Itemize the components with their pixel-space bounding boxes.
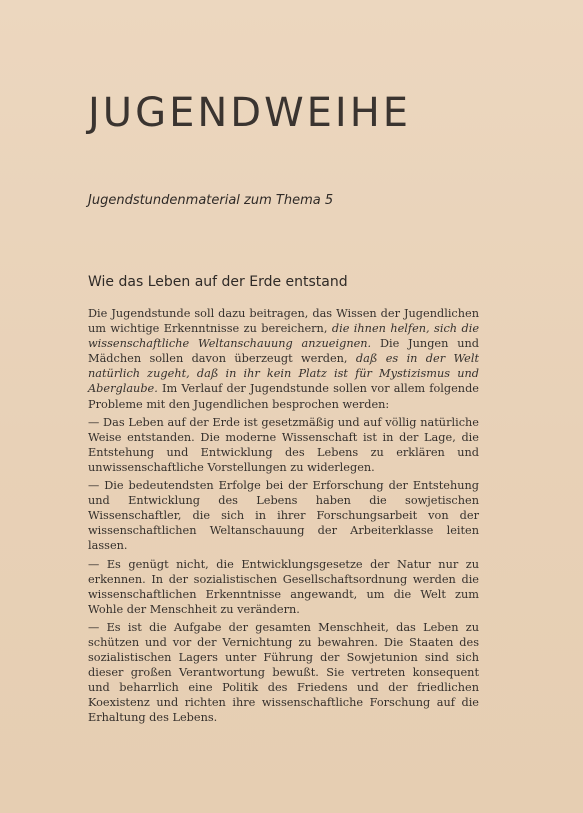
body-text xyxy=(88,306,479,729)
document-title: JUGENDWEIHE xyxy=(88,90,412,136)
point-paragraph-4: — Es ist die Aufgabe der gesamten Menschheit, das Leben zu schützen und vor der Vernichtung zu bewahren. Die Staaten des sozialistischen Lagers unter Führung der Sowjetunion sind sich dieser großen Verantwortung bewußt. Sie vertreten konsequent und beharrlich eine Politik des Friedens und der friedlichen Koexistenz und richten ihre wissenschaftliche Forschung auf die Erhaltung des Lebens. xyxy=(88,620,479,725)
point-paragraph-3: — Es genügt nicht, die Entwicklungsgesetze der Natur nur zu erkennen. In der sozialistischen Gesellschaftsordnung werden die wissenschaftlichen Erkenntnisse angewandt, um die Welt zum Wohle der Menschheit zu verändern. xyxy=(88,557,479,616)
document-subtitle: Jugendstundenmaterial zum Thema 5 xyxy=(88,193,334,208)
intro-sentence-1: Die Jugendstunde soll dazu beitragen, das Wissen der Jugendlichen um wichtige Erkenntnisse zu bereichern, xyxy=(88,307,479,336)
intro-sentence-2-emphasis: daß es in der Welt natürlich zugeht, daß in ihr kein Platz ist für Mystizismus und Aberglaube. xyxy=(88,352,479,396)
section-heading: Wie das Leben auf der Erde entstand xyxy=(88,274,348,290)
intro-paragraph xyxy=(88,306,479,412)
intro-sentence-1-emphasis: die ihnen helfen, sich die wissenschaftliche Weltanschauung anzueignen. xyxy=(88,322,479,351)
point-paragraph-2: — Die bedeutendsten Erfolge bei der Erforschung der Entstehung und Entwicklung des Lebens haben die sowjetischen Wissenschaftler, die sich in ihrer Forschungsarbeit von der wissenschaftlichen Weltanschauung der Arbeiterklasse leiten lassen. xyxy=(88,479,479,553)
point-paragraph-1: — Das Leben auf der Erde ist gesetzmäßig und auf völlig natürliche Weise entstanden. Die moderne Wissenschaft ist in der Lage, die Entstehung und Entwicklung des Lebens zu erklären und unwissenschaftliche Vorstellungen zu widerlegen. xyxy=(88,415,479,474)
intro-sentence-2: Die Jungen und Mädchen sollen davon überzeugt werden, xyxy=(88,337,479,366)
intro-sentence-3: Im Verlauf der Jugendstunde sollen vor allem folgende Probleme mit den Jugendlichen besprochen werden: xyxy=(88,382,479,411)
